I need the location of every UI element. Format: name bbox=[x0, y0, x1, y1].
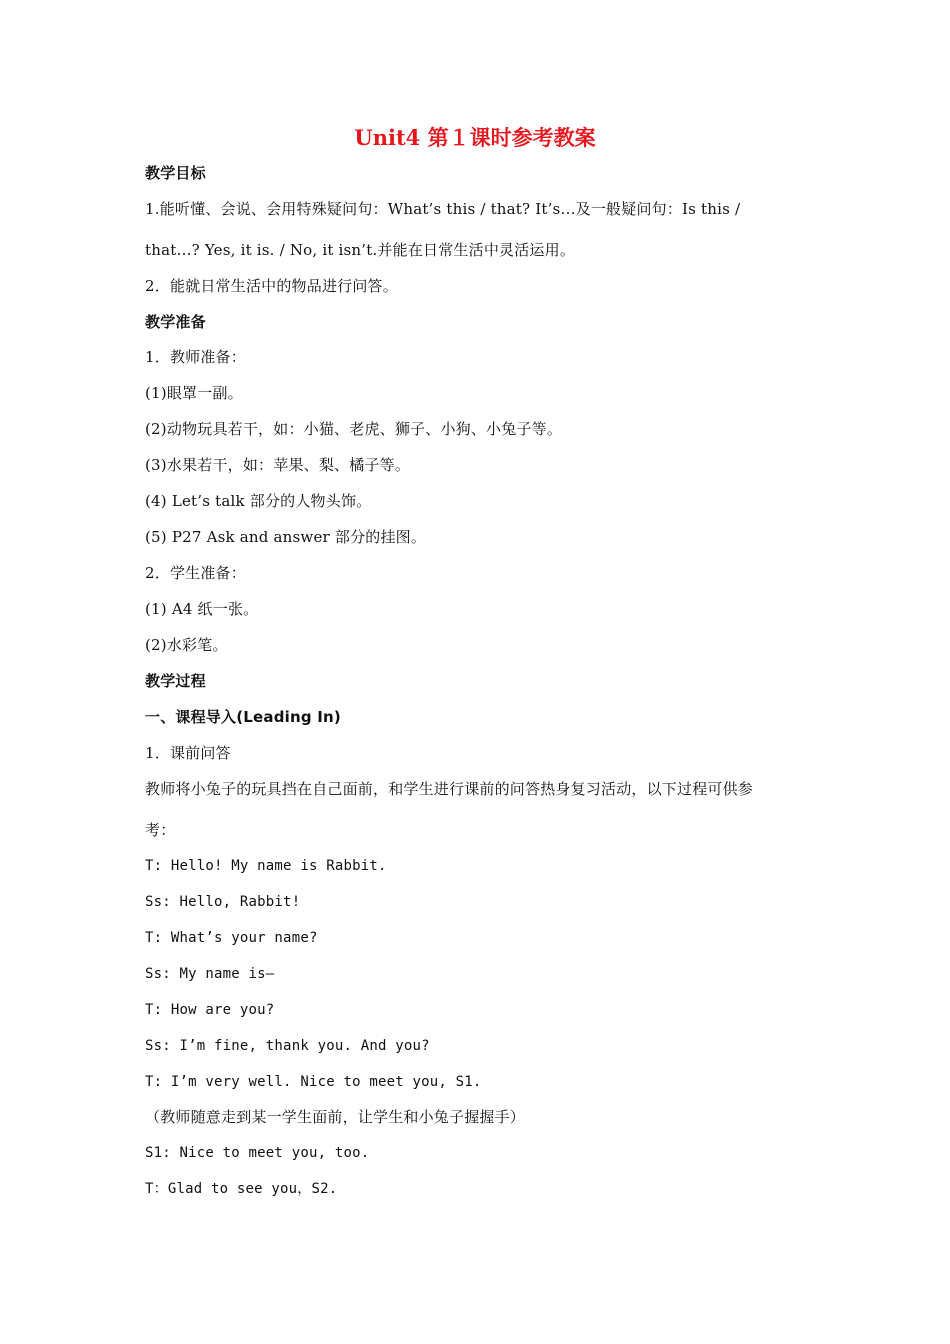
dialogue-line: Ss: Hello, Rabbit! bbox=[145, 894, 301, 910]
stage-direction: （教师随意走到某一学生面前，让学生和小兔子握握手） bbox=[145, 1108, 526, 1126]
student-prep-heading: 2．学生准备： bbox=[145, 564, 246, 582]
dialogue-line: Ss: My name is— bbox=[145, 966, 275, 982]
step-1-description-line-1: 教师将小兔子的玩具挡在自己面前，和学生进行课前的问答热身复习活动，以下过程可供参 bbox=[145, 780, 754, 798]
step-1-heading: 1．课前问答 bbox=[145, 744, 231, 762]
section-heading-process: 教学过程 bbox=[145, 672, 206, 690]
dialogue-line: T: Hello! My name is Rabbit. bbox=[145, 858, 387, 874]
teacher-prep-heading: 1．教师准备： bbox=[145, 348, 246, 366]
dialogue-line: T: What’s your name? bbox=[145, 930, 318, 946]
dialogue-line: S1: Nice to meet you, too. bbox=[145, 1145, 370, 1161]
student-prep-item-2: (2)水彩笔。 bbox=[145, 636, 228, 654]
teacher-prep-item-4: (4) Let’s talk 部分的人物头饰。 bbox=[145, 492, 372, 510]
step-1-description-line-2: 考： bbox=[145, 821, 176, 839]
document-title: Unit4 第１课时参考教案 bbox=[354, 125, 596, 150]
dialogue-line: T: I’m very well. Nice to meet you, S1. bbox=[145, 1074, 482, 1090]
objective-1-line-2: that…? Yes, it is. / No, it isn’t.并能在日常生活中灵活运用。 bbox=[145, 241, 576, 259]
section-heading-objectives: 教学目标 bbox=[145, 164, 206, 182]
student-prep-item-1: (1) A4 纸一张。 bbox=[145, 600, 259, 618]
objective-1-line-1: 1.能听懂、会说、会用特殊疑问句：What’s this / that? It’s…及一般疑问句：Is this / bbox=[145, 200, 741, 218]
teacher-prep-item-2: (2)动物玩具若干，如：小猫、老虎、狮子、小狗、小兔子等。 bbox=[145, 420, 563, 438]
teacher-prep-item-1: (1)眼罩一副。 bbox=[145, 384, 243, 402]
objective-2: 2．能就日常生活中的物品进行问答。 bbox=[145, 277, 398, 295]
dialogue-line: T: How are you? bbox=[145, 1002, 275, 1018]
section-heading-preparation: 教学准备 bbox=[145, 313, 206, 331]
teacher-prep-item-5: (5) P27 Ask and answer 部分的挂图。 bbox=[145, 528, 427, 546]
teacher-prep-item-3: (3)水果若干，如：苹果、梨、橘子等。 bbox=[145, 456, 411, 474]
subsection-leading-in: 一、课程导入(Leading In) bbox=[145, 708, 341, 726]
dialogue-line: Ss: I’m fine, thank you. And you? bbox=[145, 1038, 430, 1054]
dialogue-line: T：Glad to see you，S2. bbox=[145, 1181, 338, 1197]
